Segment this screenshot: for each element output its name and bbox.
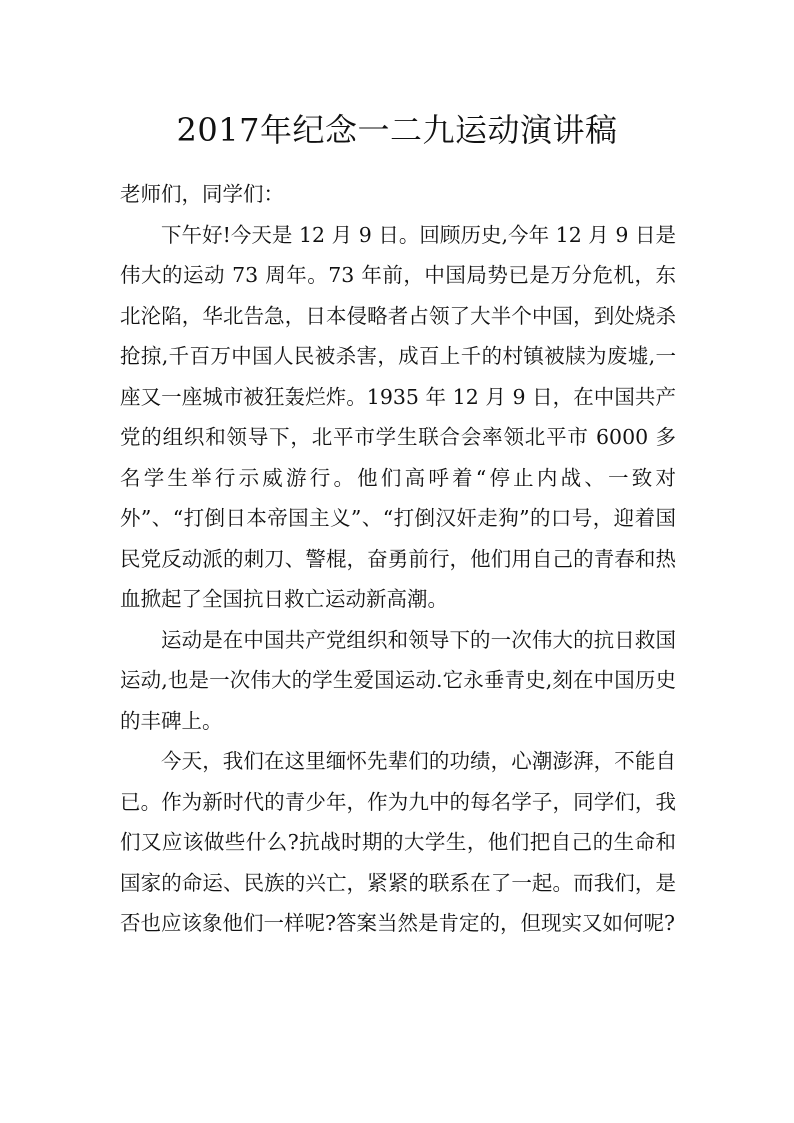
paragraph-2: 运动是在中国共产党组织和领导下的一次伟大的抗日救国运动,也是一次伟大的学生爱国运动.它永垂青史,刻在中国历史的丰碑上。 <box>120 627 676 733</box>
document-title: 2017年纪念一二九运动演讲稿 <box>176 111 618 149</box>
paragraph-1: 下午好!今天是 12 月 9 日。回顾历史,今年 12 月 9 日是伟大的运动 73 周年。73 年前，中国局势已是万分危机，东北沦陷，华北告急，日本侵略者占领了大半个中国，到处烧杀抢掠,千百万中国人民被杀害，成百上千的村镇被牍为废墟,一座又一座城市被狂轰烂炸。1935 年 12 月 9 日，在中国共产党的组织和领导下，北平市学生联合会率领北平市 6000 多名学生举行示威游行。他们高呼着“停止内战、一致对外”、“打倒日本帝国主义”、“打倒汉奸走狗”的口号，迎着国民党反动派的刺刀、警棍，奋勇前行，他们用自己的青春和热血掀起了全国抗日救亡运动新高潮。 <box>120 222 676 611</box>
paragraph-3: 今天，我们在这里缅怀先辈们的功绩，心潮澎湃，不能自已。作为新时代的青少年，作为九中的每名学子，同学们，我们又应该做些什么?抗战时期的大学生，他们把自己的生命和国家的命运、民族的兴亡，紧紧的联系在了一起。而我们，是否也应该象他们一样呢?答案当然是肯定的，但现实又如何呢? <box>120 749 676 935</box>
salutation: 老师们，同学们： <box>120 182 284 206</box>
document-body <box>120 174 676 944</box>
